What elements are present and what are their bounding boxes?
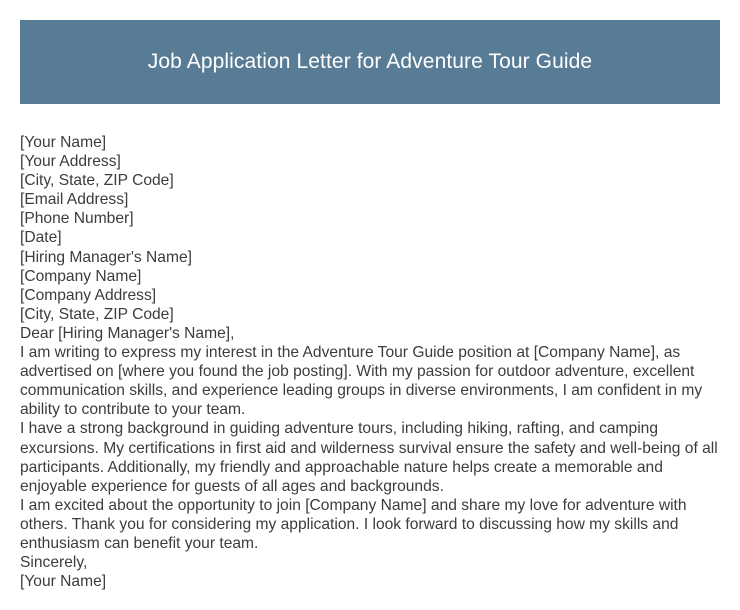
paragraph-intro: I am writing to express my interest in the Adventure Tour Guide position at [Company Name], as advertised on [where you found the job posting]. With my passion for outdoor adventure, excellent communication skills, and experience leading groups in diverse environments, I am confident in my ability to contribute to your team. [20, 344, 703, 419]
paragraph-experience: I have a strong background in guiding adventure tours, including hiking, rafting, and camping excursions. My certifications in first aid and wilderness survival ensure the safety and well-being of all participants. Additionally, my friendly and approachable nature helps create a memorable and enjoyable experience for guests of all ages and backgrounds. [20, 420, 718, 495]
paragraph-closing: I am excited about the opportunity to join [Company Name] and share my love for adventure with others. Thank you for considering my application. I look forward to discussing how my skills and enthusiasm can benefit your team. [20, 496, 687, 552]
salutation: Dear [Hiring Manager's Name], [20, 324, 235, 342]
sender-address: [Your Address] [20, 153, 121, 171]
letter-body [20, 133, 722, 591]
closing: Sincerely, [20, 554, 88, 572]
recipient-city-state-zip: [City, State, ZIP Code] [20, 305, 174, 323]
page-title: Job Application Letter for Adventure Tour Guide [147, 50, 593, 73]
letter-date: [Date] [20, 229, 62, 247]
sender-email: [Email Address] [20, 191, 129, 209]
recipient-hiring-manager: [Hiring Manager's Name] [20, 248, 192, 266]
recipient-company-name: [Company Name] [20, 267, 142, 285]
sender-city-state-zip: [City, State, ZIP Code] [20, 172, 174, 190]
recipient-company-address: [Company Address] [20, 286, 157, 304]
sender-phone: [Phone Number] [20, 210, 134, 228]
signature: [Your Name] [20, 573, 107, 591]
sender-name: [Your Name] [20, 134, 107, 151]
title-banner [20, 20, 720, 104]
